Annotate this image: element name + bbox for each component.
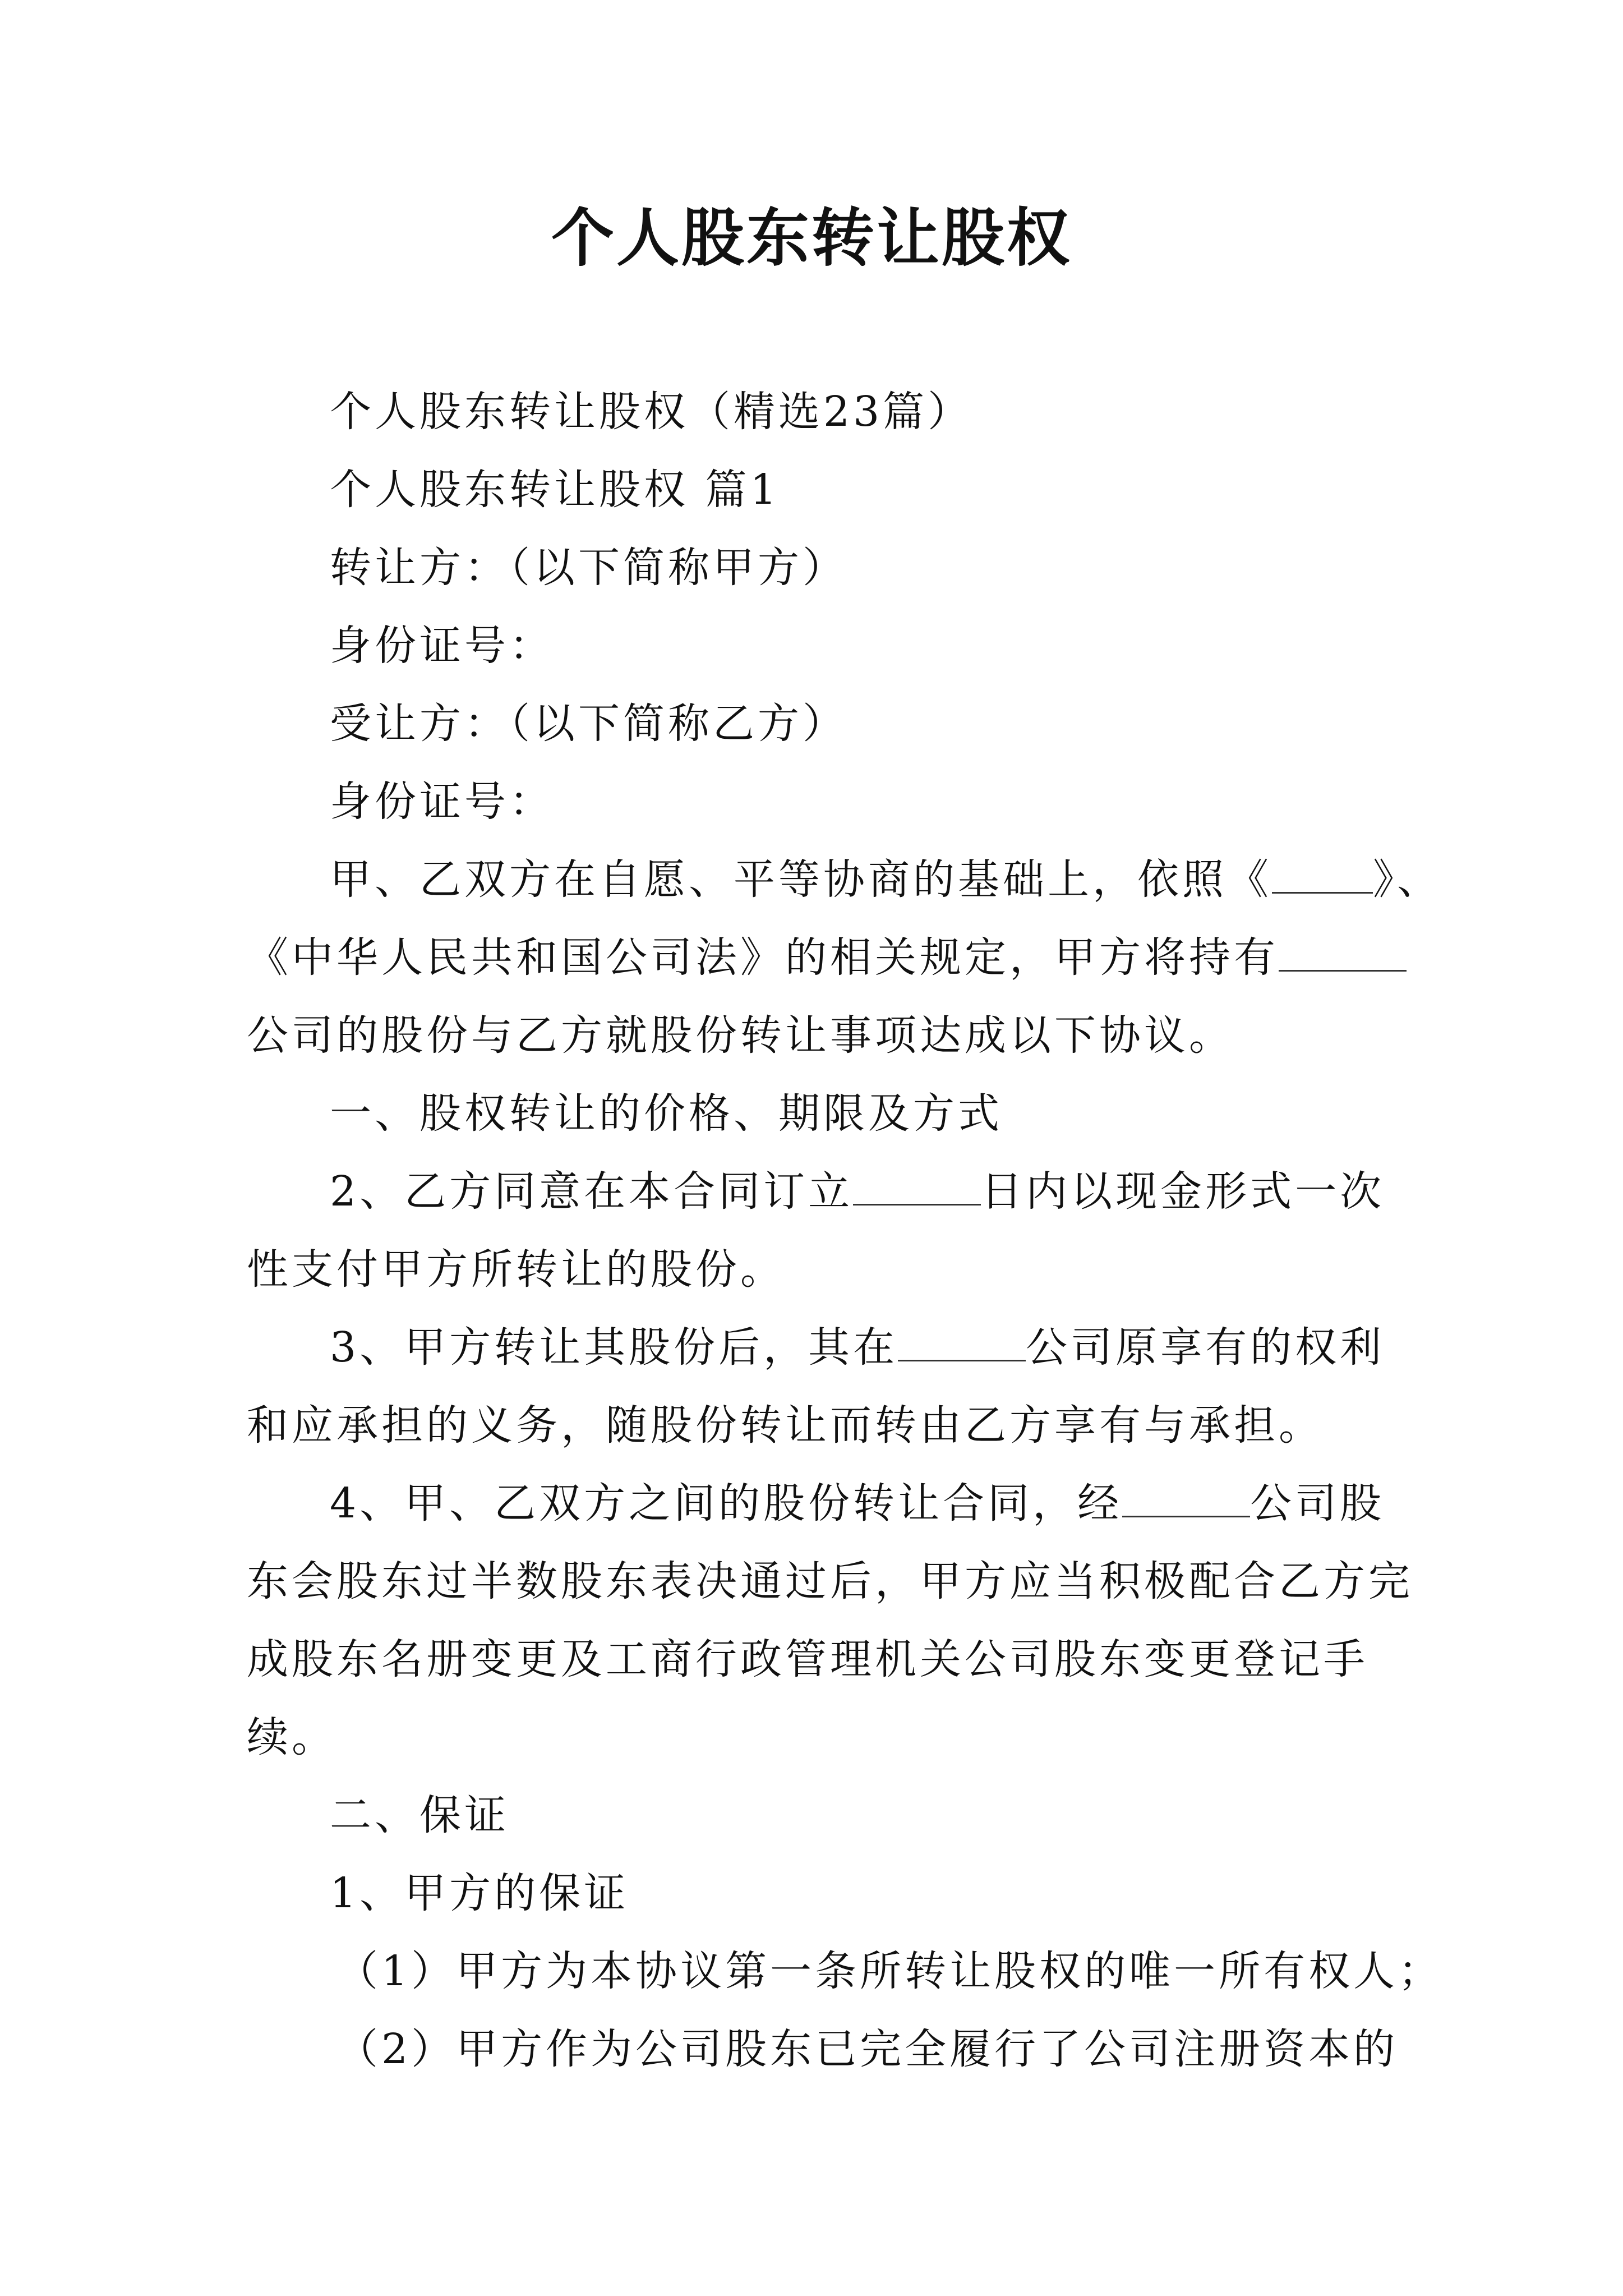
transferor-label: 转让方：（以下简称甲方） — [330, 544, 847, 592]
law-name-blank — [1272, 855, 1373, 894]
intro-paragraph-line-1 — [247, 841, 1442, 919]
intro-paragraph-line-2 — [247, 919, 1385, 997]
transferee-id-label: 身份证号： — [330, 777, 554, 826]
clause-2-line-1 — [247, 1153, 1385, 1231]
clause-3-text-1: 3、甲方转让其股份后，其在 — [330, 1323, 898, 1372]
clause-4-line-3: 成股东名册变更及工商行政管理机关公司股东变更登记手 — [247, 1635, 1368, 1683]
clause-4-line-4: 续。 — [247, 1713, 336, 1761]
section-heading: 个人股东转让股权 篇1 — [330, 466, 780, 514]
guarantee-1-item-2: （2）甲方作为公司股东已完全履行了公司注册资本的 — [336, 2025, 1399, 2073]
clause-4-line-2: 东会股东过半数股东表决通过后，甲方应当积极配合乙方完 — [247, 1557, 1413, 1605]
intro-paragraph-line-3: 公司的股份与乙方就股份转让事项达成以下协议。 — [247, 1011, 1234, 1060]
clause-4-text-1: 4、甲、乙双方之间的股份转让合同，经 — [330, 1479, 1123, 1527]
document-title: 个人股东转让股权 — [551, 201, 1072, 275]
transferor-id-label: 身份证号： — [330, 622, 554, 670]
company-name-blank — [1122, 1479, 1250, 1517]
clause-2-text-1: 2、乙方同意在本合同订立 — [330, 1167, 854, 1216]
clause-3-line-1 — [247, 1309, 1385, 1387]
article-1-heading: 一、股权转让的价格、期限及方式 — [330, 1089, 1003, 1138]
article-2-heading: 二、保证 — [330, 1791, 509, 1839]
company-name-blank — [1279, 933, 1407, 972]
transferee-label: 受让方：（以下简称乙方） — [330, 700, 847, 748]
clause-3-line-2: 和应承担的义务，随股份转让而转由乙方享有与承担。 — [247, 1401, 1324, 1450]
clause-4-text-2: 公司股 — [1250, 1479, 1385, 1527]
days-blank — [853, 1167, 981, 1205]
company-name-blank — [898, 1323, 1026, 1361]
subtitle-line: 个人股东转让股权（精选23篇） — [330, 388, 973, 436]
intro-text-3: 《中华人民共和国公司法》的相关规定，甲方将持有 — [247, 933, 1279, 982]
intro-text-1: 甲、乙双方在自愿、平等协商的基础上，依照《 — [330, 855, 1272, 904]
clause-2-text-2: 日内以现金形式一次 — [981, 1167, 1385, 1216]
guarantee-1-item-1: （1）甲方为本协议第一条所转让股权的唯一所有权人； — [336, 1947, 1444, 1995]
document-body — [247, 373, 1444, 2088]
intro-text-2: 》、 — [1373, 855, 1442, 904]
guarantee-1-heading: 1、甲方的保证 — [330, 1869, 629, 1917]
clause-3-text-2: 公司原享有的权利 — [1026, 1323, 1385, 1372]
clause-2-line-2: 性支付甲方所转让的股份。 — [247, 1245, 785, 1294]
clause-4-line-1 — [247, 1465, 1385, 1543]
